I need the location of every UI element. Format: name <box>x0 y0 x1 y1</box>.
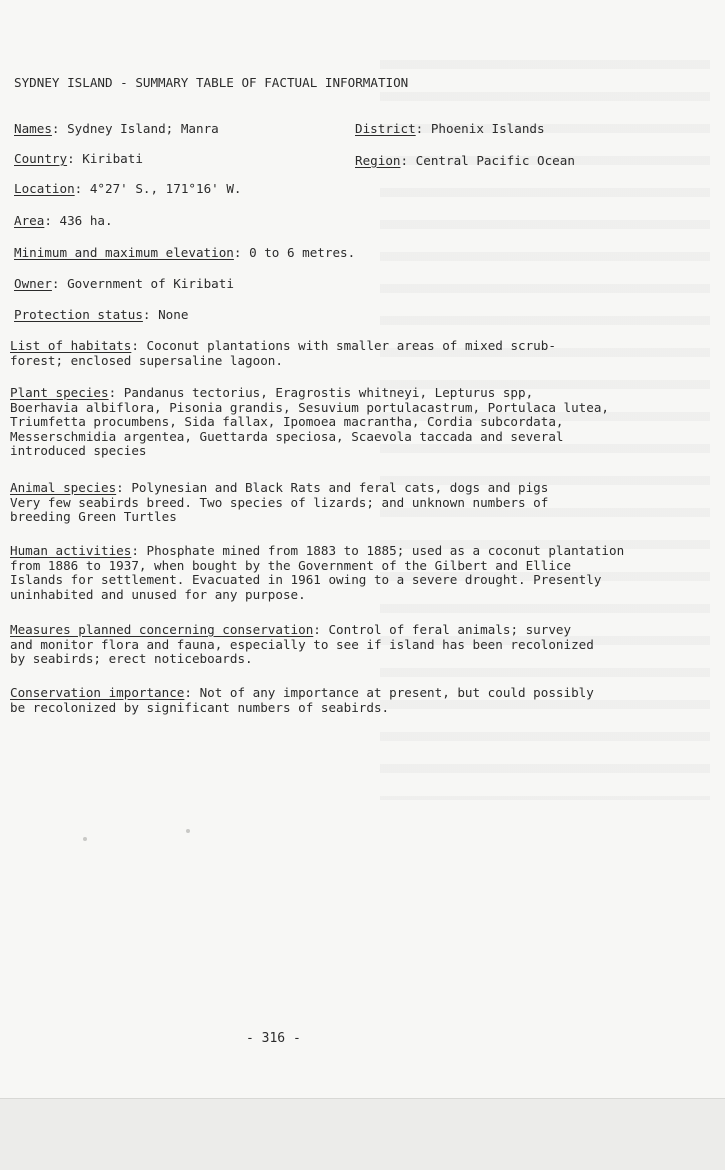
country-field: Country: Kiribati <box>14 151 143 166</box>
region-value: Central Pacific Ocean <box>415 153 575 168</box>
importance-section: Conservation importance: Not of any importance at present, but could possibly be recolonized by significant numbers of seabirds. <box>10 686 660 715</box>
region-label: Region <box>355 153 401 168</box>
animals-label: Animal species <box>10 480 117 495</box>
habitats-line: Coconut plantations with smaller areas of mixed scrub- <box>146 338 556 353</box>
measures-line: and monitor flora and fauna, especially to see if island has been recolonized <box>10 636 594 652</box>
page-number: - 316 - <box>246 1031 301 1046</box>
plants-line: Pandanus tectorius, Eragrostis whitneyi, Lepturus spp, <box>123 385 534 400</box>
country-value: Kiribati <box>82 151 143 166</box>
importance-line: Not of any importance at present, but could possibly <box>199 685 594 700</box>
habitats-label: List of habitats <box>10 338 132 353</box>
plants-line: Triumfetta procumbens, Sida fallax, Ipomoea macrantha, Cordia subcordata, <box>10 414 564 429</box>
page-bottom-edge <box>0 1098 725 1170</box>
paper-speck <box>83 837 87 841</box>
owner-field: Owner: Government of Kiribati <box>14 276 234 291</box>
owner-value: Government of Kiribati <box>67 276 234 291</box>
country-label: Country <box>14 151 68 166</box>
protection-value: None <box>158 307 189 322</box>
region-field: Region: Central Pacific Ocean <box>355 153 575 168</box>
measures-line: by seabirds; erect noticeboards. <box>10 651 253 666</box>
animals-line: Polynesian and Black Rats and feral cats, dogs and pigs <box>131 480 549 495</box>
elevation-value: 0 to 6 metres. <box>249 245 356 260</box>
district-value: Phoenix Islands <box>430 121 545 136</box>
habitats-line: forest; enclosed supersaline lagoon. <box>10 352 283 368</box>
measures-label: Measures planned concerning conservation <box>10 622 314 637</box>
animals-line: Very few seabirds breed. Two species of lizards; and unknown numbers of <box>10 494 549 510</box>
names-label: Names <box>14 121 52 136</box>
protection-label: Protection status <box>14 307 143 322</box>
paper-speck <box>186 829 190 833</box>
human-activities-label: Human activities <box>10 543 132 558</box>
elevation-label: Minimum and maximum elevation <box>14 245 234 260</box>
human-activities-section: Human activities: Phosphate mined from 1883 to 1885; used as a coconut plantation from 1886 to 1937, when bought by the Government of the Gilbert and Ellice Islands for settlement. Evacuated in 1961 owing to a severe drought. Presently uninhabited and unused for any purpose. <box>10 544 660 602</box>
names-field: Names: Sydney Island; Manra <box>14 121 219 136</box>
location-field: Location: 4°27' S., 171°16' W. <box>14 181 242 196</box>
district-field: District: Phoenix Islands <box>355 121 545 136</box>
owner-label: Owner <box>14 276 52 291</box>
habitats-section: List of habitats: Coconut plantations with smaller areas of mixed scrub- forest; enclosed supersaline lagoon. <box>10 339 660 368</box>
elevation-field: Minimum and maximum elevation: 0 to 6 metres. <box>14 245 356 260</box>
area-field: Area: 436 ha. <box>14 213 113 228</box>
area-value: 436 ha. <box>59 213 113 228</box>
names-value: Sydney Island; Manra <box>67 121 219 136</box>
human-activities-line: Islands for settlement. Evacuated in 1961 owing to a severe drought. Presently <box>10 572 602 587</box>
page-title: SYDNEY ISLAND - SUMMARY TABLE OF FACTUAL INFORMATION <box>14 75 409 90</box>
location-label: Location <box>14 181 75 196</box>
plants-line: Messerschmidia argentea, Guettarda speciosa, Scaevola taccada and several <box>10 428 564 444</box>
plants-line: Boerhavia albiflora, Pisonia grandis, Sesuvium portulacastrum, Portulaca lutea, <box>10 399 609 415</box>
importance-label: Conservation importance <box>10 685 185 700</box>
human-activities-line: from 1886 to 1937, when bought by the Government of the Gilbert and Ellice <box>10 557 572 573</box>
importance-line: be recolonized by significant numbers of seabirds. <box>10 699 390 715</box>
plants-line: introduced species <box>10 443 147 458</box>
plants-label: Plant species <box>10 385 109 400</box>
measures-section: Measures planned concerning conservation: Control of feral animals; survey and monitor flora and fauna, especially to see if island has been recolonized by seabirds; erect noticeboards. <box>10 623 660 667</box>
plants-section: Plant species: Pandanus tectorius, Eragrostis whitneyi, Lepturus spp, Boerhavia albiflora, Pisonia grandis, Sesuvium portulacastrum, Portulaca lutea, Triumfetta procumbens, Sida fallax, Ipomoea macrantha, Cordia subcordata, Messerschmidia argentea, Guettarda speciosa, Scaevola taccada and several introduced species <box>10 386 660 459</box>
district-label: District <box>355 121 416 136</box>
protection-field: Protection status: None <box>14 307 189 322</box>
human-activities-line: uninhabited and unused for any purpose. <box>10 586 306 602</box>
human-activities-line: Phosphate mined from 1883 to 1885; used as a coconut plantation <box>146 543 625 558</box>
area-label: Area <box>14 213 45 228</box>
animals-section: Animal species: Polynesian and Black Rats and feral cats, dogs and pigs Very few seabirds breed. Two species of lizards; and unknown numbers of breeding Green Turtles <box>10 481 660 525</box>
location-value: 4°27' S., 171°16' W. <box>89 181 242 196</box>
measures-line: Control of feral animals; survey <box>328 622 572 637</box>
animals-line: breeding Green Turtles <box>10 509 177 524</box>
